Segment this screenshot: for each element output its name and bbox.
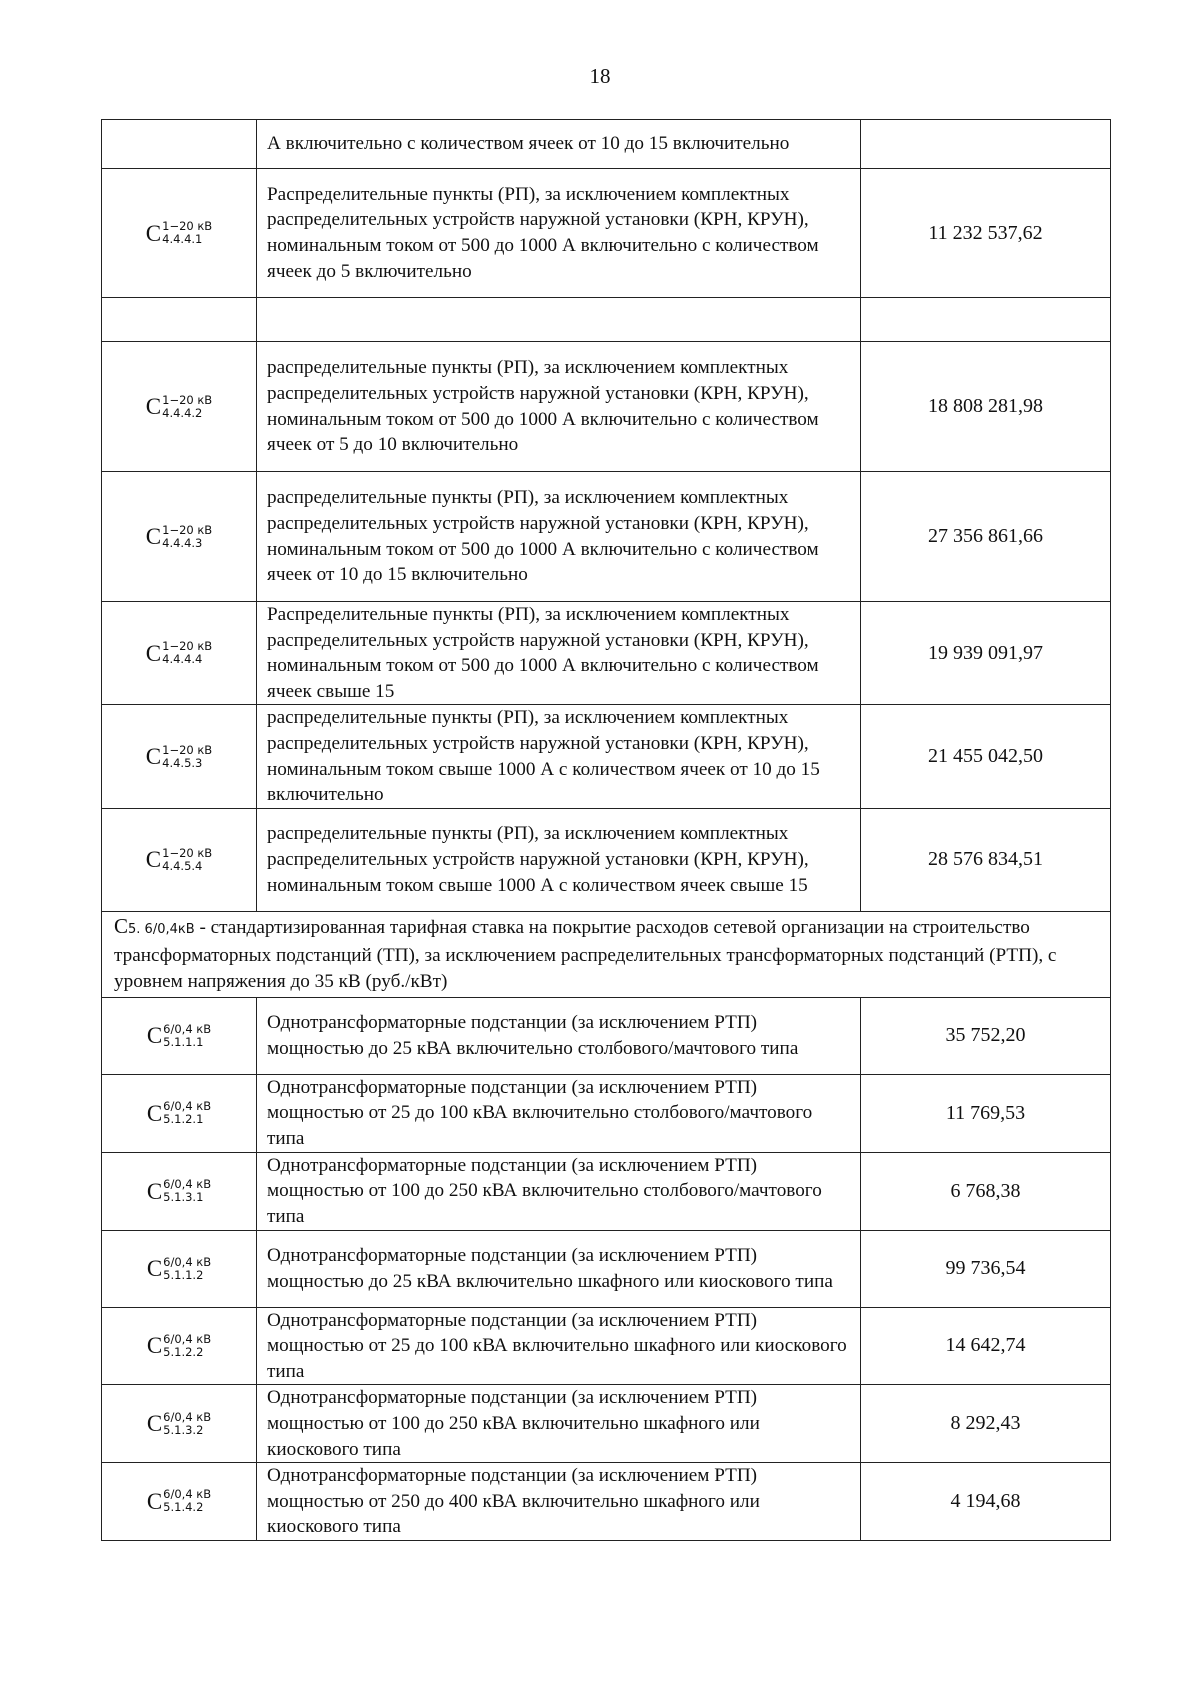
tariff-code-cell <box>102 1307 257 1385</box>
tariff-code-index: 5.1.2.2 <box>163 1344 204 1359</box>
tariff-description: Однотрансформаторные подстанции (за исключением РТП) мощностью от 25 до 100 кВА включительно столбового/мачтового типа <box>257 1074 861 1152</box>
tariff-description: распределительные пункты (РП), за исключением комплектных распределительных устройств наружной установки (КРН, КРУН), номинальным током свыше 1000 А с количеством ячеек от 10 до 15 включительно <box>257 705 861 808</box>
table-row <box>102 1152 1111 1230</box>
tariff-table <box>101 119 1111 1541</box>
tariff-value: 21 455 042,50 <box>861 705 1111 808</box>
tariff-value: 28 576 834,51 <box>861 808 1111 911</box>
table-row <box>102 997 1111 1074</box>
tariff-code-letter: C <box>146 1178 163 1204</box>
section-header-row <box>102 911 1111 997</box>
tariff-code-voltage: 1−20 кВ <box>162 845 213 860</box>
tariff-value: 14 642,74 <box>861 1307 1111 1385</box>
tariff-code-index: 4.4.5.3 <box>162 755 203 770</box>
tariff-code-cell <box>102 1230 257 1307</box>
tariff-description: Однотрансформаторные подстанции (за исключением РТП) мощностью от 250 до 400 кВА включительно шкафного или киоскового типа <box>257 1463 861 1541</box>
tariff-description: А включительно с количеством ячеек от 10 до 15 включительно <box>257 120 861 169</box>
tariff-description <box>257 298 861 342</box>
tariff-code-voltage: 1−20 кВ <box>162 522 213 537</box>
table-row <box>102 1385 1111 1463</box>
table-row <box>102 342 1111 472</box>
table-row <box>102 1074 1111 1152</box>
tariff-code <box>147 1488 211 1514</box>
tariff-code-index: 4.4.4.4 <box>162 652 203 667</box>
tariff-code <box>147 1178 211 1204</box>
tariff-description: распределительные пункты (РП), за исключением комплектных распределительных устройств наружной установки (КРН, КРУН), номинальным током свыше 1000 А с количеством ячеек свыше 15 <box>257 808 861 911</box>
tariff-description: Однотрансформаторные подстанции (за исключением РТП) мощностью до 25 кВА включительно шкафного или киоскового типа <box>257 1230 861 1307</box>
tariff-code-cell <box>102 997 257 1074</box>
tariff-description: Однотрансформаторные подстанции (за исключением РТП) мощностью от 100 до 250 кВА включительно столбового/мачтового типа <box>257 1152 861 1230</box>
tariff-value: 11 232 537,62 <box>861 169 1111 298</box>
tariff-code-voltage: 1−20 кВ <box>162 639 213 654</box>
tariff-code <box>147 1333 211 1359</box>
tariff-code-cell <box>102 808 257 911</box>
tariff-code <box>146 744 212 770</box>
tariff-code <box>147 1256 211 1282</box>
section-code-letter: C <box>114 914 129 939</box>
tariff-value: 27 356 861,66 <box>861 472 1111 602</box>
tariff-code-voltage: 6/0,4 кВ <box>163 1409 212 1424</box>
tariff-code-letter: C <box>146 1488 163 1514</box>
section-description: - стандартизированная тарифная ставка на покрытие расходов сетевой организации на строительство трансформаторных подстанций (ТП), за исключением распределительных трансформаторных подстанций (РТП), с уровнем напряжения до 35 кВ (руб./кВт) <box>114 917 1057 993</box>
tariff-value: 8 292,43 <box>861 1385 1111 1463</box>
tariff-description: Распределительные пункты (РП), за исключением комплектных распределительных устройств наружной установки (КРН, КРУН), номинальным током от 500 до 1000 А включительно с количеством ячеек свыше 15 <box>257 602 861 705</box>
tariff-table-body <box>102 120 1111 1541</box>
tariff-value: 35 752,20 <box>861 997 1111 1074</box>
page-number: 18 <box>589 64 611 88</box>
table-row <box>102 808 1111 911</box>
tariff-description: Однотрансформаторные подстанции (за исключением РТП) мощностью до 25 кВА включительно столбового/мачтового типа <box>257 997 861 1074</box>
tariff-code-voltage: 6/0,4 кВ <box>163 1021 212 1036</box>
section-code-index: 5. 6/0,4кВ <box>128 922 195 938</box>
tariff-code-cell <box>102 602 257 705</box>
tariff-code-index: 4.4.5.4 <box>162 858 203 873</box>
tariff-value <box>861 298 1111 342</box>
tariff-code-voltage: 6/0,4 кВ <box>163 1254 212 1269</box>
table-row <box>102 705 1111 808</box>
tariff-code <box>146 847 212 873</box>
tariff-code-letter: C <box>145 847 162 873</box>
tariff-code <box>146 640 212 666</box>
tariff-code-index: 5.1.2.1 <box>163 1112 204 1127</box>
tariff-code-letter: C <box>146 1100 163 1126</box>
tariff-code-letter: C <box>146 1023 163 1049</box>
tariff-value: 4 194,68 <box>861 1463 1111 1541</box>
tariff-code-cell <box>102 705 257 808</box>
tariff-code-cell <box>102 1385 257 1463</box>
table-row <box>102 472 1111 602</box>
tariff-value: 99 736,54 <box>861 1230 1111 1307</box>
tariff-code-index: 5.1.3.1 <box>163 1190 204 1205</box>
tariff-code-cell <box>102 120 257 169</box>
section-header <box>102 911 1111 997</box>
tariff-code-voltage: 6/0,4 кВ <box>163 1177 212 1192</box>
tariff-code-voltage: 6/0,4 кВ <box>163 1099 212 1114</box>
tariff-code-cell <box>102 298 257 342</box>
tariff-code-index: 5.1.3.2 <box>163 1422 204 1437</box>
tariff-code-index: 5.1.4.2 <box>163 1500 204 1515</box>
tariff-value <box>861 120 1111 169</box>
tariff-code-index: 4.4.4.1 <box>162 232 203 246</box>
tariff-code-cell <box>102 472 257 602</box>
tariff-code-voltage: 1−20 кВ <box>162 392 213 407</box>
tariff-description: Распределительные пункты (РП), за исключением комплектных распределительных устройств наружной установки (КРН, КРУН), номинальным током от 500 до 1000 А включительно с количеством ячеек до 5 включительно <box>257 169 861 298</box>
tariff-code-letter: C <box>145 744 162 770</box>
tariff-code-voltage: 6/0,4 кВ <box>163 1331 212 1346</box>
tariff-code <box>147 1023 211 1049</box>
tariff-code-letter: C <box>145 394 162 419</box>
tariff-code-index: 4.4.4.2 <box>162 405 203 420</box>
tariff-value: 6 768,38 <box>861 1152 1111 1230</box>
table-row <box>102 169 1111 298</box>
tariff-description: Однотрансформаторные подстанции (за исключением РТП) мощностью от 100 до 250 кВА включительно шкафного или киоскового типа <box>257 1385 861 1463</box>
tariff-code-letter: C <box>145 640 162 666</box>
tariff-code <box>146 394 212 420</box>
tariff-code-voltage: 6/0,4 кВ <box>163 1487 212 1502</box>
tariff-value: 19 939 091,97 <box>861 602 1111 705</box>
tariff-code-index: 4.4.4.3 <box>162 535 203 550</box>
tariff-code-cell <box>102 1152 257 1230</box>
tariff-code-cell <box>102 169 257 298</box>
table-row <box>102 1230 1111 1307</box>
tariff-code <box>147 1411 211 1437</box>
tariff-code-voltage: 1−20 кВ <box>162 219 213 233</box>
tariff-code-cell <box>102 1074 257 1152</box>
tariff-description: распределительные пункты (РП), за исключением комплектных распределительных устройств наружной установки (КРН, КРУН), номинальным током от 500 до 1000 А включительно с количеством ячеек от 10 до 15 включительно <box>257 472 861 602</box>
tariff-code-index: 5.1.1.1 <box>163 1034 204 1049</box>
table-row <box>102 120 1111 169</box>
tariff-code-cell <box>102 342 257 472</box>
tariff-code <box>147 1100 211 1126</box>
tariff-value: 11 769,53 <box>861 1074 1111 1152</box>
table-row <box>102 602 1111 705</box>
tariff-value: 18 808 281,98 <box>861 342 1111 472</box>
tariff-code-voltage: 1−20 кВ <box>162 742 213 757</box>
table-row <box>102 1307 1111 1385</box>
tariff-description: распределительные пункты (РП), за исключением комплектных распределительных устройств наружной установки (КРН, КРУН), номинальным током от 500 до 1000 А включительно с количеством ячеек от 5 до 10 включительно <box>257 342 861 472</box>
tariff-code-letter: C <box>146 1333 163 1359</box>
tariff-code <box>146 220 212 246</box>
tariff-code-letter: C <box>146 1411 163 1437</box>
table-row <box>102 1463 1111 1541</box>
table-row <box>102 298 1111 342</box>
tariff-description: Однотрансформаторные подстанции (за исключением РТП) мощностью от 25 до 100 кВА включительно шкафного или киоскового типа <box>257 1307 861 1385</box>
tariff-code <box>146 524 212 550</box>
tariff-code-cell <box>102 1463 257 1541</box>
tariff-code-letter: C <box>145 524 162 549</box>
tariff-code-index: 5.1.1.2 <box>163 1267 204 1282</box>
tariff-code-letter: C <box>145 220 162 246</box>
tariff-code-letter: C <box>146 1256 163 1282</box>
